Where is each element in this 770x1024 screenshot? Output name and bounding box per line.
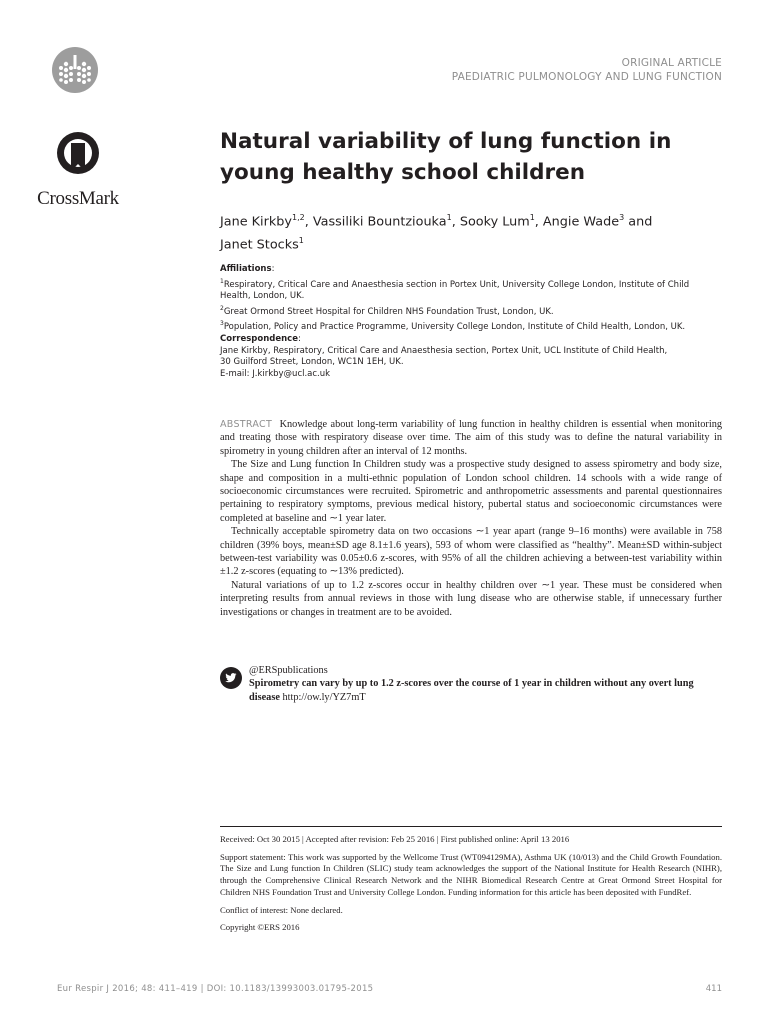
author-name[interactable]: Jane Kirkby xyxy=(220,214,292,230)
copyright-statement: Copyright ©ERS 2016 xyxy=(220,922,300,933)
article-section: PAEDIATRIC PULMONOLOGY AND LUNG FUNCTION xyxy=(451,70,722,83)
correspondence-line: Jane Kirkby, Respiratory, Critical Care and Anaesthesia section, Portex Unit, UCL Institute of Child Health, xyxy=(220,345,668,356)
abstract xyxy=(220,418,722,619)
correspondence: Correspondence: Jane Kirkby, Respiratory, Critical Care and Anaesthesia section, Portex Unit, UCL Institute of Child Health, 30 Guilford Street, London, WC1N 1EH, UK. E-mail: J.kirkby@ucl.ac.uk xyxy=(220,334,722,381)
author-affiliation-ref: 1 xyxy=(298,236,304,246)
author-affiliation-ref: 1 xyxy=(529,213,535,222)
footnote-divider xyxy=(220,826,722,827)
author-name[interactable]: Vassiliki Bountziouka xyxy=(312,214,447,230)
conflict-statement: Conflict of interest: None declared. xyxy=(220,904,343,915)
affiliation-item: $^1$Respiratory, Critical Care and Anaesthesia section in Portex Unit, University College London, Institute of Child Health, London, UK. xyxy=(220,277,690,302)
abstract-paragraph: Technically acceptable spirometry data on two occasions ∼1 year apart (range 9–16 months) were available in 758 children (39% boys, mean±SD age 8.1±1.6 years), 593 of whom were classified as “healthy”. Mean±SD within-subject between-test variability was 0.05±0.6 z-scores, with 95% of all the children achieving a between-test variability within ±1.2 z-scores (equating to ∼13% predicted). xyxy=(220,526,722,578)
tweet-text: Spirometry can vary by up to 1.2 z-scores over the course of 1 year in children without any overt lung disease xyxy=(249,678,694,703)
abstract-label: ABSTRACT xyxy=(220,419,273,430)
ers-lung-logo-icon xyxy=(52,47,98,93)
abstract-paragraph: The Size and Lung function In Children study was a prospective study designed to assess spirometry and body size, shape and composition in a multi-ethnic population of London school children. 14 schools with a wide range of socioeconomic circumstances were recruited. Spirometric and anthropometric assessments and parental questionnaires pertaining to respiratory symptoms, previous medical history, pubertal status and socioeconomic circumstances were completed at baseline and ∼1 year later. xyxy=(220,459,722,524)
article-title: Natural variability of lung function in young healthy school children xyxy=(220,129,672,185)
affiliations-heading: Affiliations xyxy=(220,264,272,274)
footnotes xyxy=(220,834,722,940)
section-label xyxy=(452,57,722,84)
affiliations: Affiliations: $^1$Respiratory, Critical Care and Anaesthesia section in Portex Unit, University College London, Institute of Child Health, London, UK. $^2$Great Ormond Street Hospital for Children NHS Foundation Trust, London, UK. $^3$Population, Policy and Practice Programme, University College London, Institute of Child Health, London, UK. xyxy=(220,264,722,334)
crossmark-label: CrossMark xyxy=(37,188,119,209)
author-name[interactable]: Janet Stocks xyxy=(220,237,299,253)
author-conjunction: and xyxy=(628,214,653,230)
abstract-paragraph: Natural variations of up to 1.2 z-scores occur in healthy children over ∼1 year. These must be considered when interpreting results from annual reviews in those with lung disease who are otherwise stable, if unnecessary further investigations or changes in treatment are to be avoided. xyxy=(220,579,722,618)
affiliation-item: $^2$Great Ormond Street Hospital for Children NHS Foundation Trust, London, UK. xyxy=(220,304,554,317)
twitter-icon[interactable] xyxy=(220,667,242,689)
crossmark-badge[interactable] xyxy=(30,131,126,210)
crossmark-icon xyxy=(56,131,100,181)
tweet-link[interactable]: http://ow.ly/YZ7mT xyxy=(282,691,366,703)
citation-doi[interactable]: Eur Respir J 2016; 48: 411–419 | DOI: 10.1183/13993003.01795-2015 xyxy=(57,984,374,994)
author-affiliation-ref: 1,2 xyxy=(291,213,305,222)
correspondence-heading: Correspondence xyxy=(220,334,298,344)
article-dates: Received: Oct 30 2015 | Accepted after revision: Feb 25 2016 | First published online: April 13 2016 xyxy=(220,834,570,844)
author-name[interactable]: Angie Wade xyxy=(542,214,620,230)
author-affiliation-ref: 3 xyxy=(619,213,625,222)
author-list: Jane Kirkby$^{1,2}$, Vassiliki Bountziouka$^1$, Sooky Lum$^1$, Angie Wade$^3$ and Janet Stocks$^1$ xyxy=(220,213,653,253)
tweet-box xyxy=(249,664,724,704)
correspondence-line: 30 Guilford Street, London, WC1N 1EH, UK. xyxy=(220,357,404,368)
correspondence-email[interactable]: E-mail: J.kirkby@ucl.ac.uk xyxy=(220,369,331,380)
article-type: ORIGINAL ARTICLE xyxy=(621,57,722,69)
support-statement: Support statement: This work was supported by the Wellcome Trust (WT094129MA), Asthma UK (10/013) and the Child Growth Foundation. The Size and Lung function In Children (SLIC) study team acknowledges the support of the National Institute for Health Research (NIHR), through the Comprehensive Clinical Research Network and the NIHR Biomedical Research Centre at Great Ormond Street Hospital for Children NHS Foundation Trust and University College London. Funding information for this article has been deposited with FundRef. xyxy=(220,851,722,897)
author-name[interactable]: Sooky Lum xyxy=(459,214,530,230)
affiliation-item: $^3$Population, Policy and Practice Programme, University College London, Institute of Child Health, London, UK. xyxy=(220,320,686,333)
abstract-paragraph: ABSTRACT Knowledge about long-term variability of lung function in healthy children is essential when monitoring and treating those with respiratory disease over time. The aim of this study was to define the natural variability in spirometry in young children after an interval of 12 months. xyxy=(220,419,723,457)
author-affiliation-ref: 1 xyxy=(446,213,452,222)
page-number: 411 xyxy=(705,984,722,994)
tweet-handle[interactable]: @ERSpublications xyxy=(249,665,328,676)
